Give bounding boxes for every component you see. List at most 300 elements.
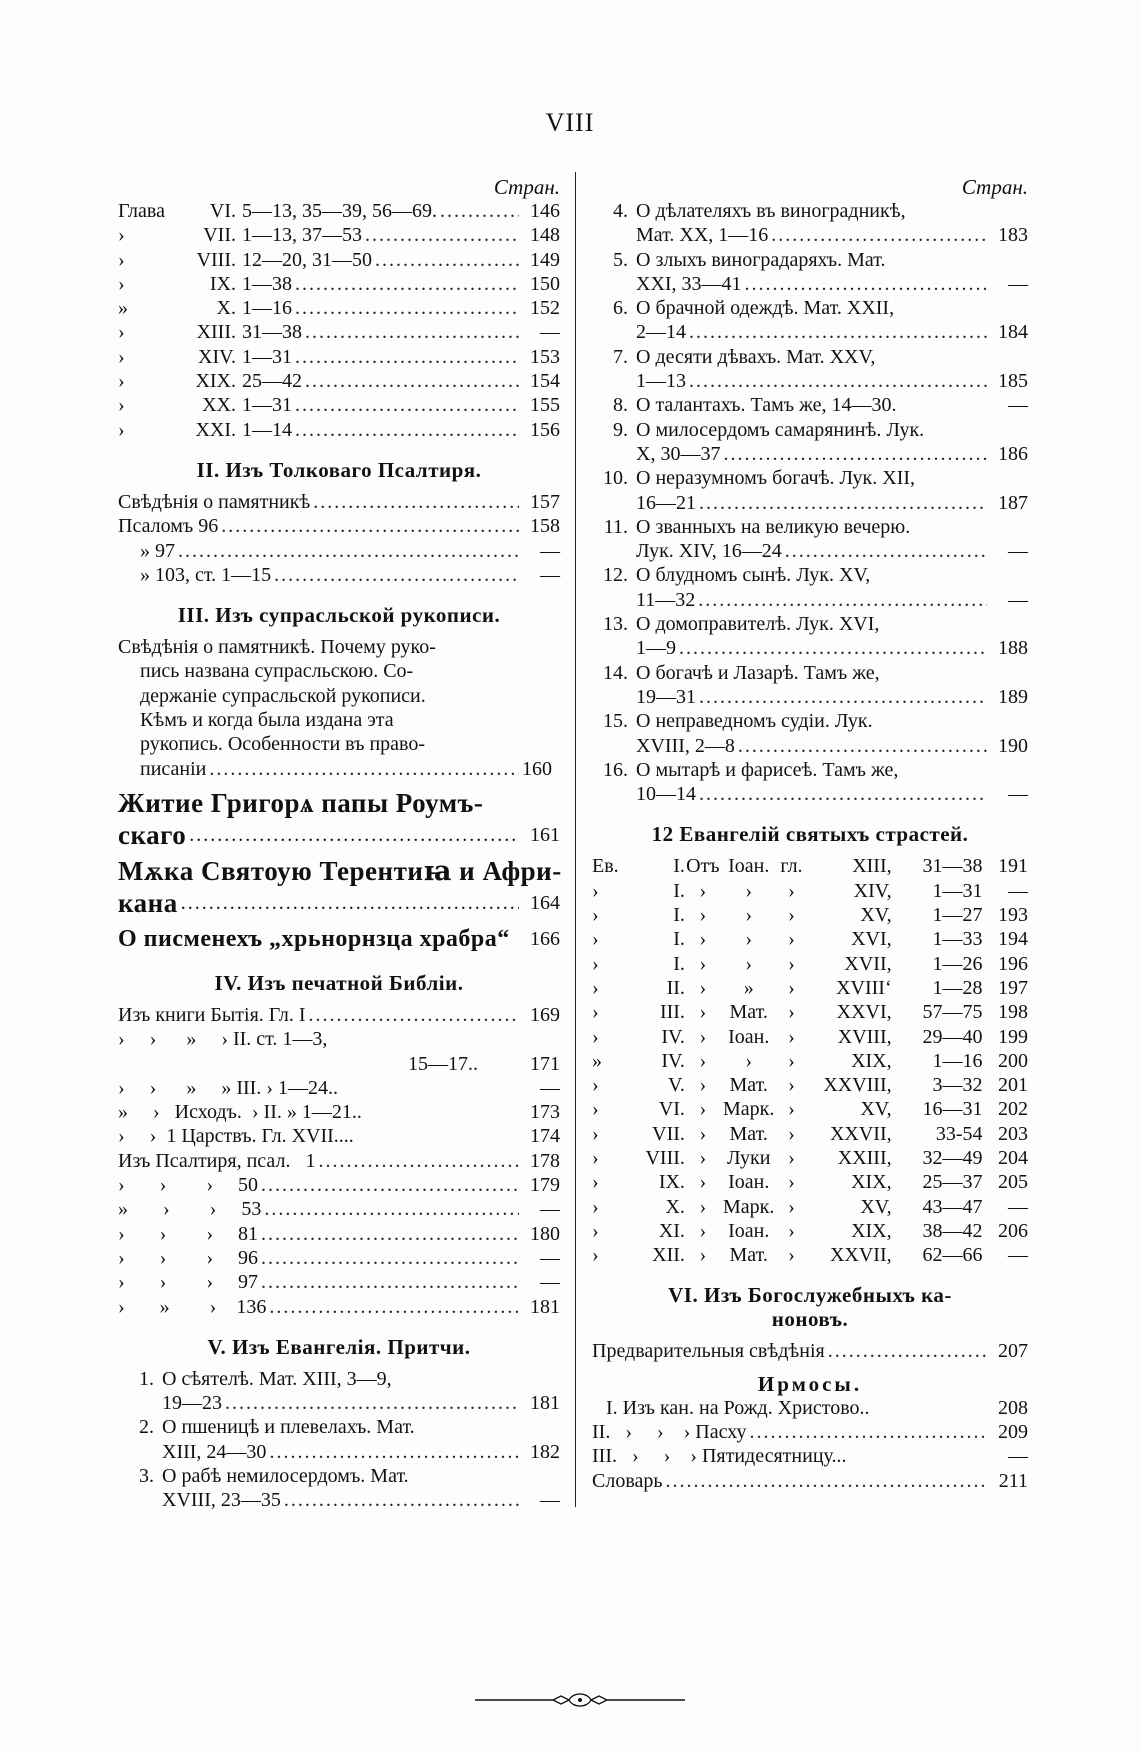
psalter-list — [118, 490, 560, 587]
bible-row — [118, 1222, 560, 1246]
suprasl-description — [118, 635, 560, 781]
parable-title: О рабѣ немилосердомъ. Мат. — [162, 1464, 409, 1487]
gospel-cell-page: 202 — [998, 1098, 1028, 1121]
gospel-cell-v: 43—47 — [922, 1195, 983, 1218]
gospel-cell-c: › — [745, 904, 753, 927]
parable-row-cont — [592, 685, 1028, 709]
parable-number: 1. — [139, 1367, 154, 1390]
chapter-num: XIV. — [198, 345, 236, 368]
gospel-cell-d: › — [788, 1001, 795, 1024]
parable-leader — [723, 442, 987, 466]
gospel-cell-num: I. — [673, 952, 685, 975]
suprasl-last-leader — [209, 757, 519, 781]
gospel-cell-d: › — [788, 1074, 795, 1097]
parable-row-cont — [592, 272, 1028, 296]
parable-row — [592, 661, 1028, 685]
parable-title: О талантахъ. Тамъ же, 14—30. — [636, 394, 897, 417]
gospel-cell-d: гл. — [780, 855, 803, 878]
gospel-cell-num: XI. — [658, 1219, 685, 1242]
gospel-row — [592, 1025, 1028, 1049]
page-column-header-right: Стран. — [961, 175, 1028, 199]
suprasl-last — [118, 757, 560, 781]
gospel-cell-num: VI. — [658, 1098, 685, 1121]
gospel-cell-c: Марк. — [723, 1195, 775, 1218]
parable-title: О богачѣ и Лазарѣ. Тамъ же, — [636, 661, 880, 684]
gospel-row — [592, 1170, 1028, 1194]
psalter-row-text: » 97 — [140, 539, 175, 562]
chapter-verses: 25—42 — [242, 370, 302, 393]
chapter-leader — [295, 393, 519, 417]
parable-title: О домоправителѣ. Лук. XVI, — [636, 613, 880, 636]
parable-ref: 10—14 — [636, 783, 696, 806]
parable-row — [592, 418, 1028, 442]
parable-leader — [225, 1391, 519, 1415]
chapter-num: X. — [216, 297, 236, 320]
parable-page: — — [1008, 394, 1028, 417]
bible-text: › › › 50 — [118, 1174, 258, 1197]
gospel-row — [592, 1122, 1028, 1146]
parable-row-cont — [118, 1488, 560, 1512]
gospel-cell-c: Луки — [726, 1146, 771, 1169]
gospel-row — [592, 1243, 1028, 1267]
gospel-cell-num: VIII. — [645, 1146, 685, 1169]
parable-row — [592, 612, 1028, 636]
gospel-row — [592, 1073, 1028, 1097]
irmos-leader — [749, 1420, 987, 1444]
gospel-cell-v: 57—75 — [922, 1001, 983, 1024]
psalter-row-text: Псаломъ 96 — [118, 515, 219, 538]
chapter-label: Глава — [118, 200, 165, 222]
gospel-cell-v: 33-54 — [935, 1122, 983, 1145]
bible-leader — [264, 1197, 519, 1221]
parable-row — [592, 466, 1028, 490]
gospel-row — [592, 903, 1028, 927]
suprasl-line: держаніе супрасльской рукописи. — [140, 684, 426, 707]
parable-leader — [785, 539, 987, 563]
parable-leader — [771, 223, 987, 247]
irmos-page: 209 — [998, 1421, 1028, 1444]
parable-ref: 19—31 — [636, 685, 696, 708]
gospel-cell-b: › — [699, 928, 707, 951]
parable-page: 190 — [998, 734, 1028, 757]
gospel-cell-b: › — [699, 1195, 707, 1218]
suprasl-line: пись названа супрасльскою. Со- — [140, 660, 414, 683]
parable-row-cont — [592, 442, 1028, 466]
gospel-cell-a: › — [592, 879, 599, 902]
parable-number: 14. — [603, 661, 628, 684]
chapter-num: IX. — [209, 272, 236, 295]
chapter-verses: 1—16 — [242, 297, 292, 320]
bible-page: 173 — [530, 1101, 560, 1124]
parable-ref: XVIII, 2—8 — [636, 734, 735, 757]
bible-page: — — [540, 1076, 560, 1099]
gospel-cell-page: 203 — [998, 1122, 1028, 1145]
bible-text: 15—17.. — [408, 1052, 478, 1075]
chapter-label: › — [118, 248, 125, 271]
parable-ref: 19—23 — [162, 1392, 222, 1415]
parable-page: 183 — [998, 224, 1028, 247]
chapter-label: › — [118, 224, 125, 247]
prelim-row: Предварительныя свѣдѣнія ..... 207 — [592, 1339, 1028, 1363]
bible-row — [118, 1173, 560, 1197]
psalter-row-leader — [313, 490, 519, 514]
psalter-row-page: — — [540, 563, 560, 586]
chapter-num: XXI. — [195, 418, 236, 441]
psalter-row — [118, 539, 560, 563]
irmos-text: II. › › › Пасху — [592, 1421, 747, 1444]
gospel-cell-a: › — [592, 1074, 599, 1097]
gospel-cell-page: — — [1008, 1195, 1028, 1218]
psalter-row-text: Свѣдѣнія о памятникѣ — [118, 490, 311, 513]
gospel-cell-ch: XV, — [860, 1195, 892, 1218]
suprasl-last-page: 160 — [522, 757, 552, 780]
parable-number: 6. — [613, 297, 628, 320]
chapter-leader — [365, 223, 519, 247]
bible-text: › » › 136 — [118, 1295, 267, 1318]
gospel-row — [592, 1146, 1028, 1170]
gospel-cell-c: › — [745, 952, 753, 975]
gospel-row — [592, 1195, 1028, 1219]
parable-title: О званныхъ на великую вечерю. — [636, 515, 911, 538]
gospel-cell-b: › — [699, 1001, 707, 1024]
gospel-cell-ch: XVII, — [844, 952, 892, 975]
psalter-row-text: » 103, ст. 1—15 — [140, 563, 272, 586]
irmosy-title: Ирмосы. — [757, 1371, 863, 1396]
irmosy-list — [592, 1396, 1028, 1469]
gospel-cell-d: › — [788, 976, 795, 999]
gospel-cell-d: › — [788, 879, 795, 902]
section-title-psalter: II. Изъ Толковаго Псалтиря. — [196, 457, 482, 482]
chapter-leader — [440, 199, 519, 223]
chapter-label: » — [118, 297, 128, 320]
psalter-row-page: 158 — [530, 515, 560, 538]
parable-page: 184 — [998, 321, 1028, 344]
old-title-pismenekh: О писменехъ „хрьнорнзца храбра“ 166 — [118, 925, 560, 952]
bible-row — [118, 1124, 560, 1148]
chapter-label: › — [118, 394, 125, 417]
parable-row — [592, 248, 1028, 272]
parable-title: О десяти дѣвахъ. Мат. XXV, — [636, 345, 876, 368]
parable-ref: 11—32 — [636, 588, 696, 611]
bible-page: — — [540, 1246, 560, 1269]
gospel-cell-num: I. — [673, 928, 685, 951]
section-title-canons: VI. Изъ Богослужебныхъ ка- — [668, 1283, 952, 1308]
gospel-cell-a: » — [592, 1049, 602, 1072]
old-title-terentiy: Мѫка Святоую Терентиꙗ и Афри- — [118, 855, 562, 886]
bible-page: 181 — [530, 1295, 560, 1318]
parable-ref: XIII, 24—30 — [162, 1440, 267, 1463]
gospel-cell-a: › — [592, 1025, 599, 1048]
gospel-cell-c: Іоан. — [728, 1025, 770, 1048]
gospel-row — [592, 1000, 1028, 1024]
gospel-cell-num: XII. — [652, 1244, 685, 1267]
parable-page: 182 — [530, 1440, 560, 1463]
bible-leader — [261, 1246, 519, 1270]
gospel-cell-page: 197 — [998, 976, 1028, 999]
gospel-cell-ch: XXVII, — [829, 1122, 892, 1145]
bible-text: › › 1 Царствъ. Гл. XVII.... — [118, 1125, 354, 1148]
bible-text: » › › 53 — [118, 1198, 262, 1221]
gospel-cell-b: › — [699, 1219, 707, 1242]
gospel-cell-c: » — [743, 976, 754, 999]
parable-row — [118, 1367, 560, 1391]
parables-list-right — [592, 199, 1028, 806]
chapter-page: — — [540, 321, 560, 344]
chapter-row — [118, 248, 560, 272]
parable-leader — [269, 1440, 519, 1464]
chapter-row — [118, 199, 560, 223]
chapter-page: 150 — [530, 272, 560, 295]
gospel-cell-a: Ев. — [592, 855, 619, 878]
bible-page: 169 — [530, 1003, 560, 1026]
gospel-cell-b: › — [699, 1122, 707, 1145]
gospel-cell-a: › — [592, 976, 599, 999]
parable-ref: 2—14 — [636, 321, 686, 344]
gospel-cell-d: › — [788, 952, 795, 975]
gospel-cell-num: I. — [673, 855, 685, 878]
chapter-page: 153 — [530, 345, 560, 368]
gospel-cell-b: › — [699, 976, 707, 999]
parable-ref: XVIII, 23—35 — [162, 1489, 281, 1512]
gospel-cell-page: — — [1008, 1244, 1028, 1267]
parables-list-left — [118, 1367, 560, 1513]
irmos-row — [592, 1396, 1028, 1420]
gospel-cell-v: 29—40 — [922, 1025, 983, 1048]
bible-text: › › › 81 — [118, 1222, 258, 1245]
chapter-row — [118, 296, 560, 320]
parable-title: О злыхъ виноградаряхъ. Мат. — [636, 248, 886, 271]
parable-row-cont — [592, 223, 1028, 247]
gospel-cell-num: X. — [665, 1195, 685, 1218]
gospel-cell-d: › — [788, 1122, 795, 1145]
gospel-cell-a: › — [592, 1195, 599, 1218]
chapter-page: 156 — [530, 418, 560, 441]
chapter-num: VIII. — [196, 248, 236, 271]
bible-leader — [309, 1003, 520, 1027]
section-title-passion-gospels: 12 Евангелій святыхъ страстей. — [651, 822, 969, 847]
chapter-leader — [295, 418, 519, 442]
right-column — [592, 175, 1028, 1493]
gospel-cell-v: 1—31 — [932, 879, 983, 902]
gospel-cell-page: 204 — [998, 1146, 1028, 1169]
bible-page: 171 — [530, 1052, 560, 1075]
ornament-divider — [475, 1690, 685, 1710]
gospel-cell-num: III. — [659, 1001, 685, 1024]
gospel-cell-d: › — [788, 1146, 795, 1169]
parable-row-cont — [592, 636, 1028, 660]
parable-number: 4. — [613, 200, 628, 222]
gospel-cell-b: › — [699, 1171, 707, 1194]
gospel-cell-ch: XXVI, — [836, 1001, 892, 1024]
gospel-cell-ch: XIX, — [851, 1049, 892, 1072]
parable-ref: Мат. XX, 1—16 — [636, 224, 769, 247]
gospel-cell-page: 199 — [998, 1025, 1028, 1048]
parable-page: 186 — [998, 442, 1028, 465]
parable-number: 15. — [603, 710, 628, 733]
psalter-row-page: 157 — [530, 490, 560, 513]
gospel-cell-d: › — [788, 1244, 795, 1267]
parable-number: 3. — [139, 1464, 154, 1487]
gospel-cell-b: › — [699, 1025, 707, 1048]
gospel-cell-b: › — [699, 1074, 707, 1097]
parable-title: О сѣятелѣ. Мат. XIII, 3—9, — [162, 1367, 392, 1390]
psalter-row — [118, 563, 560, 587]
chapter-label: › — [118, 321, 125, 344]
gospel-cell-b: › — [699, 952, 707, 975]
gospel-cell-num: I. — [673, 879, 685, 902]
parable-leader — [745, 272, 987, 296]
chapter-page: 149 — [530, 248, 560, 271]
chapter-verses: 5—13, 35—39, 56—69. — [242, 200, 437, 222]
gospel-cell-c: Мат. — [729, 1122, 768, 1145]
bible-row — [118, 1076, 560, 1100]
chapter-verses: 1—38 — [242, 272, 292, 295]
gospel-row — [592, 952, 1028, 976]
parable-title: О неправедномъ судіи. Лук. — [636, 710, 873, 733]
parable-row-cont — [592, 491, 1028, 515]
suprasl-line: Свѣдѣнія о памятникѣ. Почему руко- — [118, 636, 436, 659]
bible-row — [118, 1100, 560, 1124]
gospel-cell-num: I. — [673, 904, 685, 927]
gospel-cell-a: › — [592, 1244, 599, 1267]
bible-page: — — [540, 1198, 560, 1221]
bible-row — [118, 1027, 560, 1051]
page-column-header: Стран. — [493, 175, 560, 199]
bible-text: Изъ книги Бытія. Гл. I — [118, 1003, 306, 1026]
gospel-cell-c: Іоан. — [728, 855, 770, 878]
chapter-row — [118, 223, 560, 247]
gospel-cell-a: › — [592, 1146, 599, 1169]
bible-row — [118, 1246, 560, 1270]
gospel-cell-ch: XXVIII, — [823, 1074, 892, 1097]
chapter-page: 146 — [530, 200, 560, 222]
gospel-cell-v: 1—27 — [932, 904, 983, 927]
bible-row — [118, 1197, 560, 1221]
parable-leader — [738, 734, 987, 758]
chapter-verses: 1—13, 37—53 — [242, 224, 362, 247]
psalter-row-leader — [221, 514, 519, 538]
bible-row — [118, 1003, 560, 1027]
parable-row — [592, 709, 1028, 733]
parable-title: О милосердомъ самарянинѣ. Лук. — [636, 418, 925, 441]
gospel-cell-ch: XIX, — [851, 1219, 892, 1242]
gospel-cell-a: › — [592, 952, 599, 975]
gospel-cell-v: 25—37 — [922, 1171, 983, 1194]
gospel-cell-v: 62—66 — [922, 1244, 983, 1267]
chapter-verses: 12—20, 31—50 — [242, 248, 372, 271]
gospel-cell-a: › — [592, 1122, 599, 1145]
gospel-cell-d: › — [788, 1171, 795, 1194]
psalter-row-page: — — [540, 539, 560, 562]
bible-leader — [261, 1222, 519, 1246]
gospel-cell-v: 1—33 — [932, 928, 983, 951]
chapter-page: 152 — [530, 297, 560, 320]
gospel-cell-num: IV. — [661, 1025, 685, 1048]
gospel-cell-v: 1—26 — [932, 952, 983, 975]
parable-row-cont — [592, 734, 1028, 758]
chapter-label: › — [118, 345, 125, 368]
irmos-row — [592, 1444, 1028, 1468]
bible-row — [118, 1052, 560, 1076]
gospel-cell-a: › — [592, 1098, 599, 1121]
gospel-cell-c: Мат. — [729, 1074, 768, 1097]
chapter-label: › — [118, 418, 125, 441]
dictionary-row: Словарь ..... 211 — [592, 1469, 1028, 1493]
gospel-row — [592, 879, 1028, 903]
chapter-label: › — [118, 272, 125, 295]
chapter-verses: 1—31 — [242, 345, 292, 368]
parable-row-cont — [592, 782, 1028, 806]
chapter-leader — [295, 272, 519, 296]
gospel-cell-c: › — [745, 928, 753, 951]
parable-title: О неразумномъ богачѣ. Лук. XII, — [636, 467, 916, 490]
irmos-text: III. › › › Пятидесятницу... — [592, 1445, 847, 1468]
parable-ref: X, 30—37 — [636, 442, 721, 465]
gospel-cell-ch: XV, — [860, 904, 892, 927]
parable-row — [592, 563, 1028, 587]
gospel-cell-d: › — [788, 1195, 795, 1218]
chapter-verses: 31—38 — [242, 321, 302, 344]
parable-leader — [689, 369, 987, 393]
gospel-cell-page: 191 — [998, 855, 1028, 878]
parable-ref: 1—9 — [636, 637, 676, 660]
parable-page: — — [540, 1489, 560, 1512]
parable-row — [118, 1415, 560, 1439]
parable-ref: Лук. XIV, 16—24 — [636, 540, 782, 563]
bible-list — [118, 1003, 560, 1319]
bible-text: › › › 96 — [118, 1246, 258, 1269]
parable-ref: XXI, 33—41 — [636, 272, 742, 295]
bible-text: › › › 97 — [118, 1271, 258, 1294]
parable-leader — [689, 320, 987, 344]
parable-ref: 1—13 — [636, 370, 686, 393]
gospel-cell-num: IV. — [661, 1049, 685, 1072]
column-divider — [575, 172, 576, 1507]
gospel-cell-page: 206 — [998, 1219, 1028, 1242]
gospel-cell-b: › — [699, 1098, 707, 1121]
gospel-cell-b: Отъ — [686, 855, 720, 878]
section-title-gospel-parables: V. Изъ Евангелія. Притчи. — [207, 1334, 471, 1359]
gospel-cell-a: › — [592, 1001, 599, 1024]
psalter-row-leader — [178, 539, 519, 563]
gospel-cell-c: Іоан. — [728, 1219, 770, 1242]
chapter-num: XX. — [202, 394, 236, 417]
suprasl-line: Кѣмъ и когда была издана эта — [140, 709, 394, 732]
gospel-cell-v: 16—31 — [922, 1098, 983, 1121]
parable-number: 8. — [613, 394, 628, 417]
parable-number: 16. — [603, 758, 628, 781]
chapter-list — [118, 199, 560, 442]
gospel-row — [592, 1097, 1028, 1121]
chapter-row — [118, 345, 560, 369]
chapter-page: 155 — [530, 394, 560, 417]
gospel-cell-d: › — [788, 1049, 795, 1072]
parable-title: О дѣлателяхъ въ виноградникѣ, — [636, 200, 906, 222]
gospel-cell-d: › — [788, 928, 795, 951]
gospel-cell-num: IX. — [658, 1171, 685, 1194]
psalter-row — [118, 490, 560, 514]
parable-title: О блудномъ сынѣ. Лук. XV, — [636, 564, 871, 587]
bible-row — [118, 1295, 560, 1319]
gospel-cell-page: 201 — [998, 1074, 1028, 1097]
parable-number: 13. — [603, 613, 628, 636]
psalter-row-leader — [274, 563, 519, 587]
parable-row — [118, 1464, 560, 1488]
parable-page: — — [1008, 783, 1028, 806]
suprasl-last-text: писаніи — [140, 757, 207, 780]
gospel-cell-a: › — [592, 1171, 599, 1194]
suprasl-line: рукопись. Особенности въ право- — [140, 733, 426, 756]
